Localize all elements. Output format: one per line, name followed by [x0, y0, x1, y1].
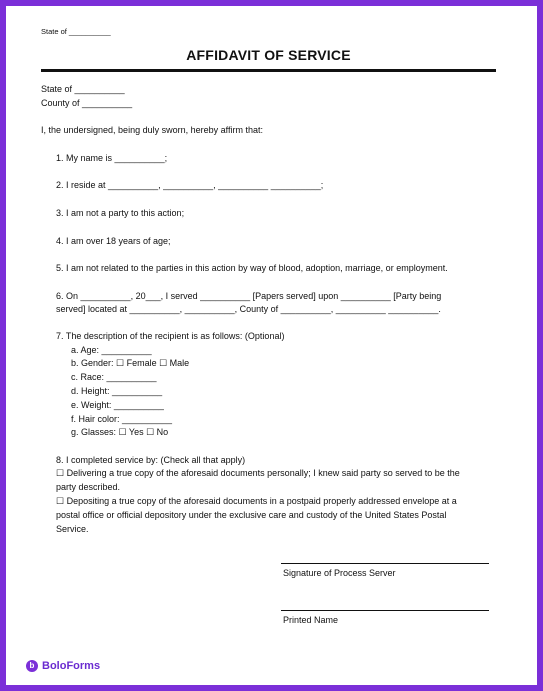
item-6-line-2: served] located at __________, __________, County of __________, __________ __________.	[56, 304, 441, 314]
item-3: 3. I am not a party to this action;	[56, 208, 185, 218]
signature-line[interactable]	[281, 563, 489, 564]
signature-label: Signature of Process Server	[283, 568, 396, 578]
item-7: 7. The description of the recipient is as follows: (Optional)	[56, 331, 285, 341]
item-7-age: a. Age: __________	[71, 345, 152, 355]
brand-footer	[26, 660, 100, 672]
item-8-option-mail: ☐ Depositing a true copy of the aforesaid documents in a postpaid properly addressed envelope at a	[56, 496, 457, 506]
intro-statement: I, the undersigned, being duly sworn, hereby affirm that:	[41, 125, 263, 135]
item-6-line-1: 6. On __________, 20___, I served __________ [Papers served] upon __________ [Party being	[56, 291, 442, 301]
item-8-option-mail-cont-2: Service.	[56, 524, 89, 534]
item-5: 5. I am not related to the parties in this action by way of blood, adoption, marriage, or employment.	[56, 263, 448, 273]
document-page	[6, 6, 537, 685]
item-7-gender: b. Gender: ☐ Female ☐ Male	[71, 358, 190, 368]
item-8: 8. I completed service by: (Check all that apply)	[56, 455, 246, 465]
item-7-hair-color: f. Hair color: __________	[71, 414, 173, 424]
printed-name-line[interactable]	[281, 610, 489, 611]
item-8-option-mail-cont-1: postal office or official depository under the exclusive care and custody of the United States Postal	[56, 510, 447, 520]
venue-county: County of __________	[41, 98, 133, 108]
venue-state: State of __________	[41, 84, 125, 94]
item-7-weight: e. Weight: __________	[71, 400, 164, 410]
header-state-line: State of __________	[41, 27, 111, 36]
item-7-race: c. Race: __________	[71, 372, 157, 382]
title-divider	[41, 69, 496, 72]
boloforms-logo-icon: b	[26, 660, 38, 672]
printed-name-label: Printed Name	[283, 615, 339, 625]
item-4: 4. I am over 18 years of age;	[56, 236, 171, 246]
document-title: AFFIDAVIT OF SERVICE	[186, 47, 351, 63]
item-1: 1. My name is __________;	[56, 153, 168, 163]
item-8-option-personal: ☐ Delivering a true copy of the aforesaid documents personally; I knew said party so served to be the	[56, 468, 460, 478]
item-7-height: d. Height: __________	[71, 386, 163, 396]
brand-name: BoloForms	[42, 660, 101, 672]
item-8-option-personal-cont: party described.	[56, 482, 121, 492]
item-2: 2. I reside at __________, __________, __________ __________;	[56, 180, 324, 190]
item-7-glasses: g. Glasses: ☐ Yes ☐ No	[71, 427, 169, 437]
